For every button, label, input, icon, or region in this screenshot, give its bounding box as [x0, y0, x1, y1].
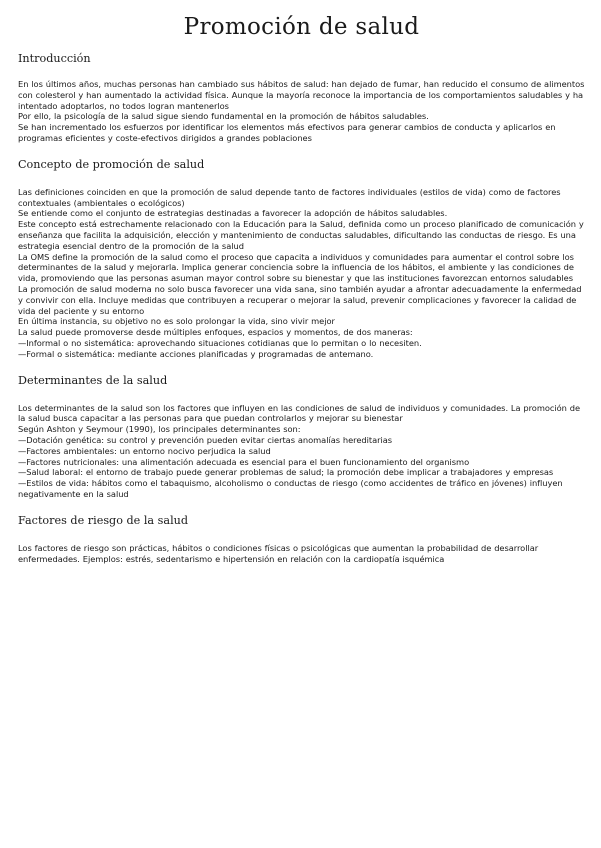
paragraph: Según Ashton y Seymour (1990), los principales determinantes son: — [18, 424, 301, 435]
section-heading: Factores de riesgo de la salud — [18, 513, 189, 527]
section-heading: Determinantes de la salud — [18, 373, 168, 387]
list-item: —Informal o no sistemática: aprovechando situaciones cotidianas que lo permitan o lo necesiten. — [18, 337, 422, 348]
paragraph: La OMS define la promoción de la salud como el proceso que capacita a individuos y comunidades para aumentar el control sobre los determinantes de la salud y mejorarla. Implica generar conciencia sobre la influencia de los hábitos, el ambiente y las condiciones de vida, promoviendo que las personas asuman mayor control sobre su bienestar y que las instituciones favorezcan entornos saludables — [18, 251, 574, 284]
list-item: —Factores ambientales: un entorno nocivo perjudica la salud — [18, 445, 271, 456]
list-item: —Estilos de vida: hábitos como el tabaquismo, alcoholismo o conductas de riesgo (como accidentes de tráfico en jóvenes) influyen negativamente en la salud — [18, 478, 563, 499]
list-item: —Salud laboral: el entorno de trabajo puede generar problemas de salud; la promoción debe implicar a trabajadores y empresas — [18, 467, 554, 478]
paragraph: Los determinantes de la salud son los factores que influyen en las condiciones de salud de individuos y comunidades. La promoción de la salud busca capacitar a las personas para que puedan controlarlos y mejorar su bienestar — [18, 402, 581, 424]
paragraph: Este concepto está estrechamente relacionado con la Educación para la Salud, definida como un proceso planificado de comunicación y enseñanza que facilita la adquisición, elección y mantenimiento de conductas saludables, dificultando las conductas de riesgo. Es una estrategia esencial dentro de la promoción de la salud — [18, 219, 584, 251]
paragraph: Las definiciones coinciden en que la promoción de salud depende tanto de factores individuales (estilos de vida) como de factores contextuales (ambientales o ecológicos) — [18, 186, 561, 208]
paragraph: Los factores de riesgo son prácticas, hábitos o condiciones físicas o psicológicas que aumentan la probabilidad de desarrollar enfermedades. Ejemplos: estrés, sedentarismo e hipertensión en relación con la cardiopatía isquémica — [18, 542, 539, 564]
paragraph: Por ello, la psicología de la salud sigue siendo fundamental en la promoción de hábitos saludables. — [18, 111, 429, 122]
section-concepto — [18, 158, 585, 360]
section-heading: Introducción — [18, 52, 91, 65]
list-item: —Factores nutricionales: una alimentación adecuada es esencial para el buen funcionamiento del organismo — [18, 456, 470, 467]
paragraph: En última instancia, su objetivo no es solo prolongar la vida, sino vivir mejor — [18, 316, 335, 327]
paragraph: La salud puede promoverse desde múltiples enfoques, espacios y momentos, de dos maneras: — [18, 327, 413, 338]
paragraph: Se entiende como el conjunto de estrategias destinadas a favorecer la adopción de hábitos saludables. — [18, 208, 448, 219]
section-introduccion — [18, 52, 585, 144]
paragraph: En los últimos años, muchas personas han cambiado sus hábitos de salud: han dejado de fumar, han reducido el consumo de alimentos con colesterol y han aumentado la actividad física. Aunque la mayoría reconoce la importancia de los comportamientos saludables y ha intentado adoptarlos, no todos logran mantenerlos — [18, 79, 585, 111]
section-factores-riesgo — [18, 514, 585, 565]
page-title: Promoción de salud — [183, 14, 420, 40]
paragraph: Se han incrementado los esfuerzos por identificar los elementos más efectivos para generar cambios de conducta y aplicarlos en programas eficientes y coste-efectivos dirigidos a grandes poblaciones — [18, 122, 556, 143]
list-item: —Formal o sistemática: mediante acciones planificadas y programadas de antemano. — [18, 348, 374, 359]
list-item: —Dotación genética: su control y prevención pueden evitar ciertas anomalías hereditarias — [18, 434, 393, 445]
section-heading: Concepto de promoción de salud — [18, 157, 205, 171]
paragraph: La promoción de salud moderna no solo busca favorecer una vida sana, sino también ayudar a afrontar adecuadamente la enfermedad y convivir con ella. Incluye medidas que contribuyen a recuperar o mejorar la salud, prevenir complicaciones y favorecer la calidad de vida del paciente y su entorno — [18, 283, 582, 316]
section-determinantes — [18, 374, 585, 500]
